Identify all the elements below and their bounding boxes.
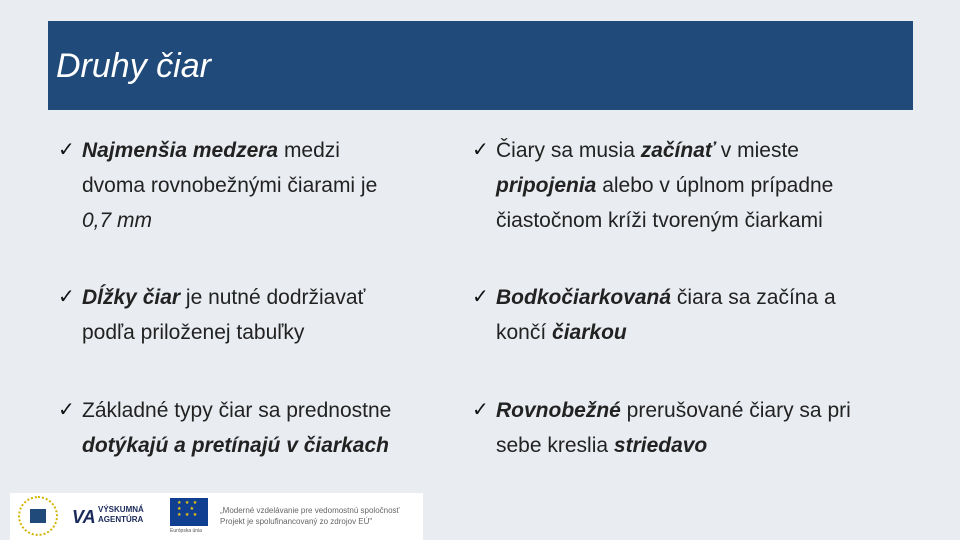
bullet-text-run: 0,7 mm bbox=[82, 209, 153, 232]
bullet-text-run: Dĺžky čiar bbox=[82, 286, 181, 309]
right-bullet-2 bbox=[472, 280, 936, 350]
left-bullet-1 bbox=[58, 133, 462, 238]
quote-line2: Projekt je spolufinancovaný zo zdrojov EÚ" bbox=[220, 517, 373, 526]
bullet-text-run: Bodkočiarkovaná bbox=[496, 286, 672, 309]
bullet-text-run: alebo v úplnom prípadne bbox=[596, 174, 834, 197]
bullet-text bbox=[82, 133, 462, 238]
logo-center-icon bbox=[30, 509, 46, 523]
bullet-text-run: podľa priloženej tabuľky bbox=[82, 321, 305, 344]
agency-line2: AGENTÚRA bbox=[98, 515, 144, 524]
left-bullet-2 bbox=[58, 280, 462, 350]
left-bullet-3 bbox=[58, 393, 462, 463]
checkmark-icon: ✓ bbox=[58, 286, 75, 308]
eu-stars-icon: ★ ★ ★ ★ ★ ★ ★ ★ bbox=[177, 500, 199, 518]
eu-structural-funds-logo bbox=[18, 496, 58, 536]
bullet-text-run: dotýkajú a pretínajú v čiarkach bbox=[82, 434, 389, 457]
bullet-text-run: prerušované čiary sa pri bbox=[620, 399, 851, 422]
checkmark-icon: ✓ bbox=[472, 399, 489, 421]
agency-name bbox=[98, 505, 144, 525]
bullet-text-run: čiara sa začína a bbox=[671, 286, 836, 309]
bullet-text-run: sebe kreslia bbox=[496, 434, 614, 457]
bullet-text bbox=[496, 280, 936, 350]
bullet-text-run: medzi bbox=[278, 139, 340, 162]
checkmark-icon: ✓ bbox=[472, 139, 489, 161]
bullet-text-run: Rovnobežné bbox=[496, 399, 621, 422]
eu-caption: Európska únia bbox=[170, 528, 202, 534]
bullet-text-run: čiastočnom kríži tvoreným čiarkami bbox=[496, 209, 823, 232]
bullet-text-run: Čiary sa musia bbox=[496, 139, 641, 162]
bullet-text-run: končí bbox=[496, 321, 553, 344]
bullet-text-run: Najmenšia medzera bbox=[82, 139, 279, 162]
bullet-text-run: striedavo bbox=[613, 434, 708, 457]
slide-title: Druhy čiar bbox=[56, 47, 211, 85]
eu-flag-icon bbox=[170, 498, 208, 526]
bullet-text-run: čiarkou bbox=[552, 321, 627, 344]
footer-logos bbox=[10, 493, 423, 540]
checkmark-icon: ✓ bbox=[472, 286, 489, 308]
bullet-text bbox=[82, 280, 462, 350]
right-bullet-1 bbox=[472, 133, 936, 238]
bullet-text-run: dvoma rovnobežnými čiarami je bbox=[82, 174, 378, 197]
checkmark-icon: ✓ bbox=[58, 399, 75, 421]
checkmark-icon: ✓ bbox=[58, 139, 75, 161]
bullet-text bbox=[496, 133, 936, 238]
bullet-text-run: pripojenia bbox=[496, 174, 597, 197]
bullet-text-run: je nutné dodržiavať bbox=[180, 286, 366, 309]
quote-line1: „Moderné vzdelávanie pre vedomostnú spoločnosť bbox=[220, 506, 400, 515]
vyskumna-agentura-logo bbox=[72, 503, 152, 533]
footer-quote bbox=[220, 505, 400, 527]
bullet-text-run: Základné typy čiar sa prednostne bbox=[82, 399, 392, 422]
bullet-text bbox=[496, 393, 936, 463]
va-mark-icon: VA bbox=[72, 507, 96, 527]
agency-line1: VÝSKUMNÁ bbox=[98, 505, 144, 514]
title-bar bbox=[48, 21, 913, 110]
bullet-text-run: začínať bbox=[640, 139, 715, 162]
right-bullet-3 bbox=[472, 393, 936, 463]
bullet-text bbox=[82, 393, 462, 463]
bullet-text-run: v mieste bbox=[714, 139, 799, 162]
